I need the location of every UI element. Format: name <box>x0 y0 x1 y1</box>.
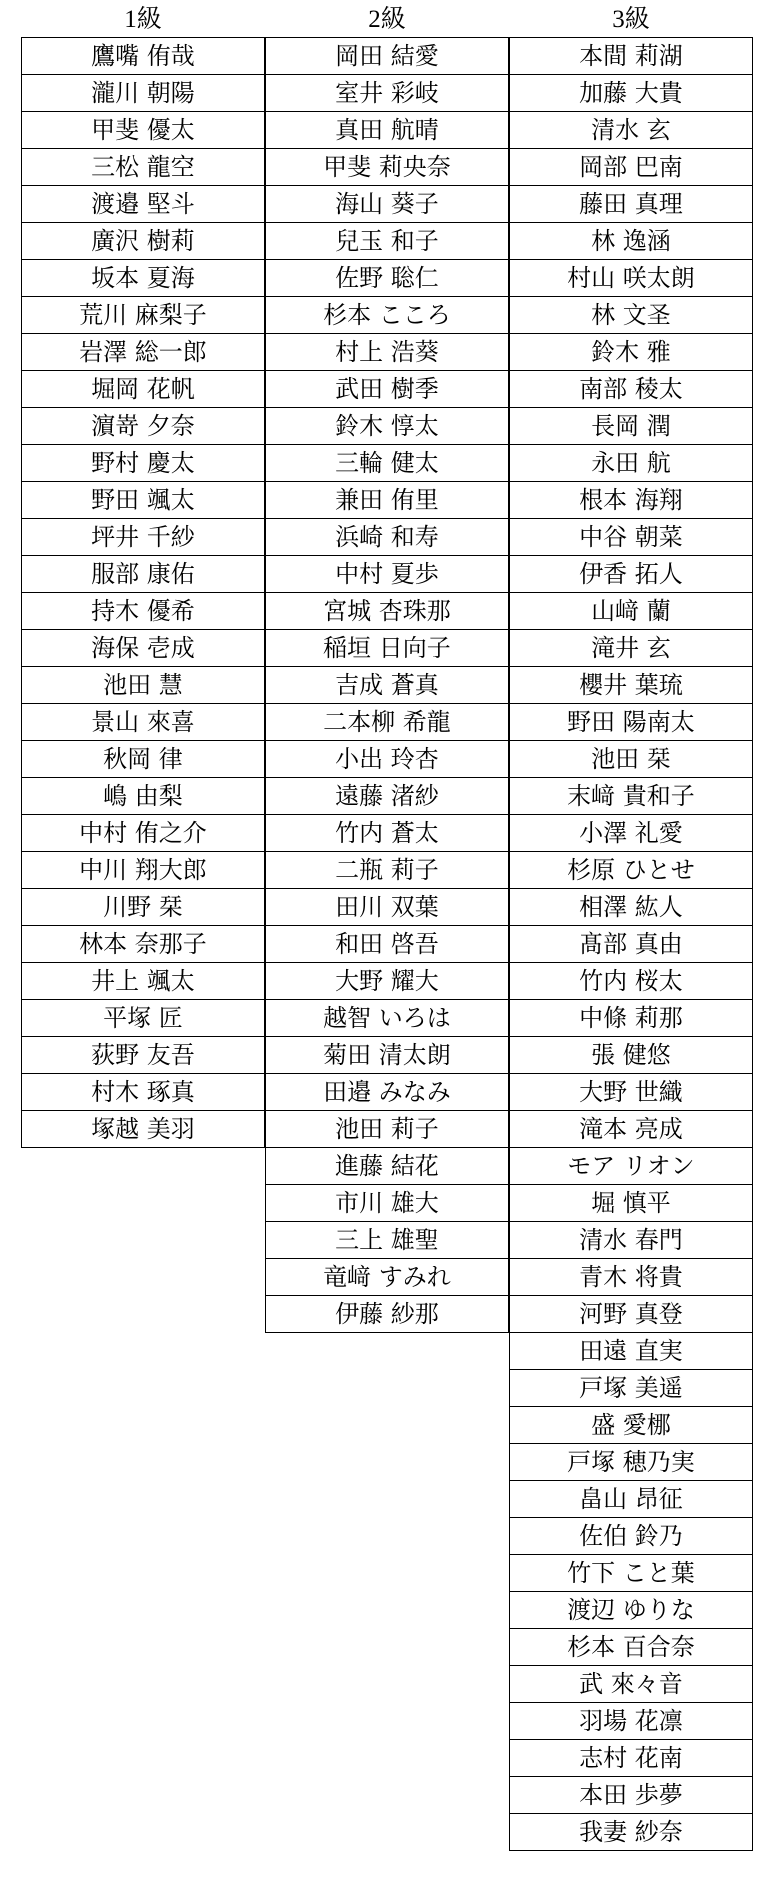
name-cell: 伊香 拓人 <box>510 556 752 593</box>
grade-3-name-list <box>509 37 753 1851</box>
name-cell: 根本 海翔 <box>510 482 752 519</box>
name-cell: 野田 陽南太 <box>510 704 752 741</box>
name-cell: 戸塚 美遥 <box>510 1370 752 1407</box>
name-cell: 市川 雄大 <box>266 1185 508 1222</box>
name-cell: 中村 夏歩 <box>266 556 508 593</box>
name-cell: 髙部 真由 <box>510 926 752 963</box>
name-cell: 野村 慶太 <box>22 445 264 482</box>
name-cell: 山﨑 蘭 <box>510 593 752 630</box>
grade-1-column <box>21 0 265 1148</box>
name-cell: 吉成 蒼真 <box>266 667 508 704</box>
name-cell: 塚越 美羽 <box>22 1111 264 1148</box>
name-cell: 平塚 匠 <box>22 1000 264 1037</box>
name-cell: 鈴木 雅 <box>510 334 752 371</box>
name-cell: 渡邉 堅斗 <box>22 186 264 223</box>
grade-3-header: 3級 <box>612 6 650 33</box>
name-cell: 堀岡 花帆 <box>22 371 264 408</box>
name-cell: 田邉 みなみ <box>266 1074 508 1111</box>
name-cell: 杉本 百合奈 <box>510 1629 752 1666</box>
name-cell: 三松 龍空 <box>22 149 264 186</box>
name-cell: 二本柳 希龍 <box>266 704 508 741</box>
name-cell: 中川 翔大郎 <box>22 852 264 889</box>
name-cell: 越智 いろは <box>266 1000 508 1037</box>
name-cell: 小澤 礼愛 <box>510 815 752 852</box>
name-cell: モア リオン <box>510 1148 752 1185</box>
name-cell: 菊田 清太朗 <box>266 1037 508 1074</box>
name-cell: 遠藤 渚紗 <box>266 778 508 815</box>
name-cell: 佐野 聡仁 <box>266 260 508 297</box>
name-cell: 張 健悠 <box>510 1037 752 1074</box>
name-cell: 滝本 亮成 <box>510 1111 752 1148</box>
grade-2-name-list <box>265 37 509 1333</box>
name-cell: 野田 颯太 <box>22 482 264 519</box>
name-cell: 井上 颯太 <box>22 963 264 1000</box>
name-cell: 加藤 大貴 <box>510 75 752 112</box>
name-cell: 南部 稜太 <box>510 371 752 408</box>
name-cell: 畠山 昂征 <box>510 1481 752 1518</box>
name-cell: 三上 雄聖 <box>266 1222 508 1259</box>
name-cell: 川野 栞 <box>22 889 264 926</box>
name-cell: 中村 侑之介 <box>22 815 264 852</box>
name-cell: 中條 莉那 <box>510 1000 752 1037</box>
name-cell: 末﨑 貴和子 <box>510 778 752 815</box>
name-cell: 戸塚 穂乃実 <box>510 1444 752 1481</box>
name-cell: 景山 來喜 <box>22 704 264 741</box>
name-cell: 坪井 千紗 <box>22 519 264 556</box>
name-cell: 田川 双葉 <box>266 889 508 926</box>
name-cell: 清水 春門 <box>510 1222 752 1259</box>
name-cell: 海保 壱成 <box>22 630 264 667</box>
name-cell: 長岡 潤 <box>510 408 752 445</box>
name-cell: 竹内 桜太 <box>510 963 752 1000</box>
grade-2-column <box>265 0 509 1333</box>
name-cell: 瀧川 朝陽 <box>22 75 264 112</box>
name-cell: 服部 康佑 <box>22 556 264 593</box>
name-cell: 甲斐 優太 <box>22 112 264 149</box>
name-cell: 志村 花南 <box>510 1740 752 1777</box>
name-cell: 兒玉 和子 <box>266 223 508 260</box>
name-cell: 池田 栞 <box>510 741 752 778</box>
name-cell: 本田 歩夢 <box>510 1777 752 1814</box>
name-cell: 稲垣 日向子 <box>266 630 508 667</box>
name-cell: 武 來々音 <box>510 1666 752 1703</box>
name-cell: 海山 葵子 <box>266 186 508 223</box>
name-cell: 進藤 結花 <box>266 1148 508 1185</box>
name-cell: 藤田 真理 <box>510 186 752 223</box>
name-cell: 荒川 麻梨子 <box>22 297 264 334</box>
name-cell: 廣沢 樹莉 <box>22 223 264 260</box>
name-cell: 荻野 友吾 <box>22 1037 264 1074</box>
name-cell: 室井 彩岐 <box>266 75 508 112</box>
name-cell: 村木 琢真 <box>22 1074 264 1111</box>
name-cell: 竜﨑 すみれ <box>266 1259 508 1296</box>
name-cell: 池田 慧 <box>22 667 264 704</box>
name-cell: 佐伯 鈴乃 <box>510 1518 752 1555</box>
name-cell: 滝井 玄 <box>510 630 752 667</box>
name-cell: 盛 愛梛 <box>510 1407 752 1444</box>
name-cell: 浜崎 和寿 <box>266 519 508 556</box>
grade-3-column <box>509 0 753 1851</box>
name-cell: 岡部 巴南 <box>510 149 752 186</box>
name-cell: 渡辺 ゆりな <box>510 1592 752 1629</box>
name-cell: 大野 耀大 <box>266 963 508 1000</box>
name-cell: 伊藤 紗那 <box>266 1296 508 1333</box>
name-cell: 中谷 朝菜 <box>510 519 752 556</box>
name-cell: 甲斐 莉央奈 <box>266 149 508 186</box>
grade-2-header: 2級 <box>368 6 406 33</box>
name-cell: 二瓶 莉子 <box>266 852 508 889</box>
name-cell: 持木 優希 <box>22 593 264 630</box>
grade-1-header: 1級 <box>124 6 162 33</box>
name-cell: 真田 航晴 <box>266 112 508 149</box>
name-cell: 相澤 紘人 <box>510 889 752 926</box>
name-cell: 林 文圣 <box>510 297 752 334</box>
name-cell: 兼田 侑里 <box>266 482 508 519</box>
name-cell: 我妻 紗奈 <box>510 1814 752 1851</box>
name-cell: 嶋 由梨 <box>22 778 264 815</box>
name-cell: 堀 慎平 <box>510 1185 752 1222</box>
name-cell: 坂本 夏海 <box>22 260 264 297</box>
name-cell: 杉原 ひとせ <box>510 852 752 889</box>
name-cell: 羽場 花凛 <box>510 1703 752 1740</box>
name-cell: 杉本 こころ <box>266 297 508 334</box>
name-cell: 宮城 杏珠那 <box>266 593 508 630</box>
name-cell: 竹内 蒼太 <box>266 815 508 852</box>
name-cell: 鷹嘴 侑哉 <box>22 38 264 75</box>
name-cell: 鈴木 惇太 <box>266 408 508 445</box>
name-cell: 村上 浩葵 <box>266 334 508 371</box>
name-cell: 秋岡 律 <box>22 741 264 778</box>
name-cell: 小出 玲杏 <box>266 741 508 778</box>
name-cell: 村山 咲太朗 <box>510 260 752 297</box>
name-cell: 林本 奈那子 <box>22 926 264 963</box>
name-cell: 本間 莉湖 <box>510 38 752 75</box>
name-cell: 竹下 こと葉 <box>510 1555 752 1592</box>
name-cell: 和田 啓吾 <box>266 926 508 963</box>
name-cell: 大野 世織 <box>510 1074 752 1111</box>
name-cell: 武田 樹季 <box>266 371 508 408</box>
name-cell: 池田 莉子 <box>266 1111 508 1148</box>
name-cell: 田遠 直実 <box>510 1333 752 1370</box>
name-cell: 河野 真登 <box>510 1296 752 1333</box>
name-cell: 濵嵜 夕奈 <box>22 408 264 445</box>
grade-1-name-list <box>21 37 265 1148</box>
name-cell: 青木 将貴 <box>510 1259 752 1296</box>
name-cell: 三輪 健太 <box>266 445 508 482</box>
name-cell: 岩澤 総一郎 <box>22 334 264 371</box>
name-cell: 櫻井 葉琉 <box>510 667 752 704</box>
name-cell: 永田 航 <box>510 445 752 482</box>
name-cell: 林 逸涵 <box>510 223 752 260</box>
name-cell: 岡田 結愛 <box>266 38 508 75</box>
name-cell: 清水 玄 <box>510 112 752 149</box>
